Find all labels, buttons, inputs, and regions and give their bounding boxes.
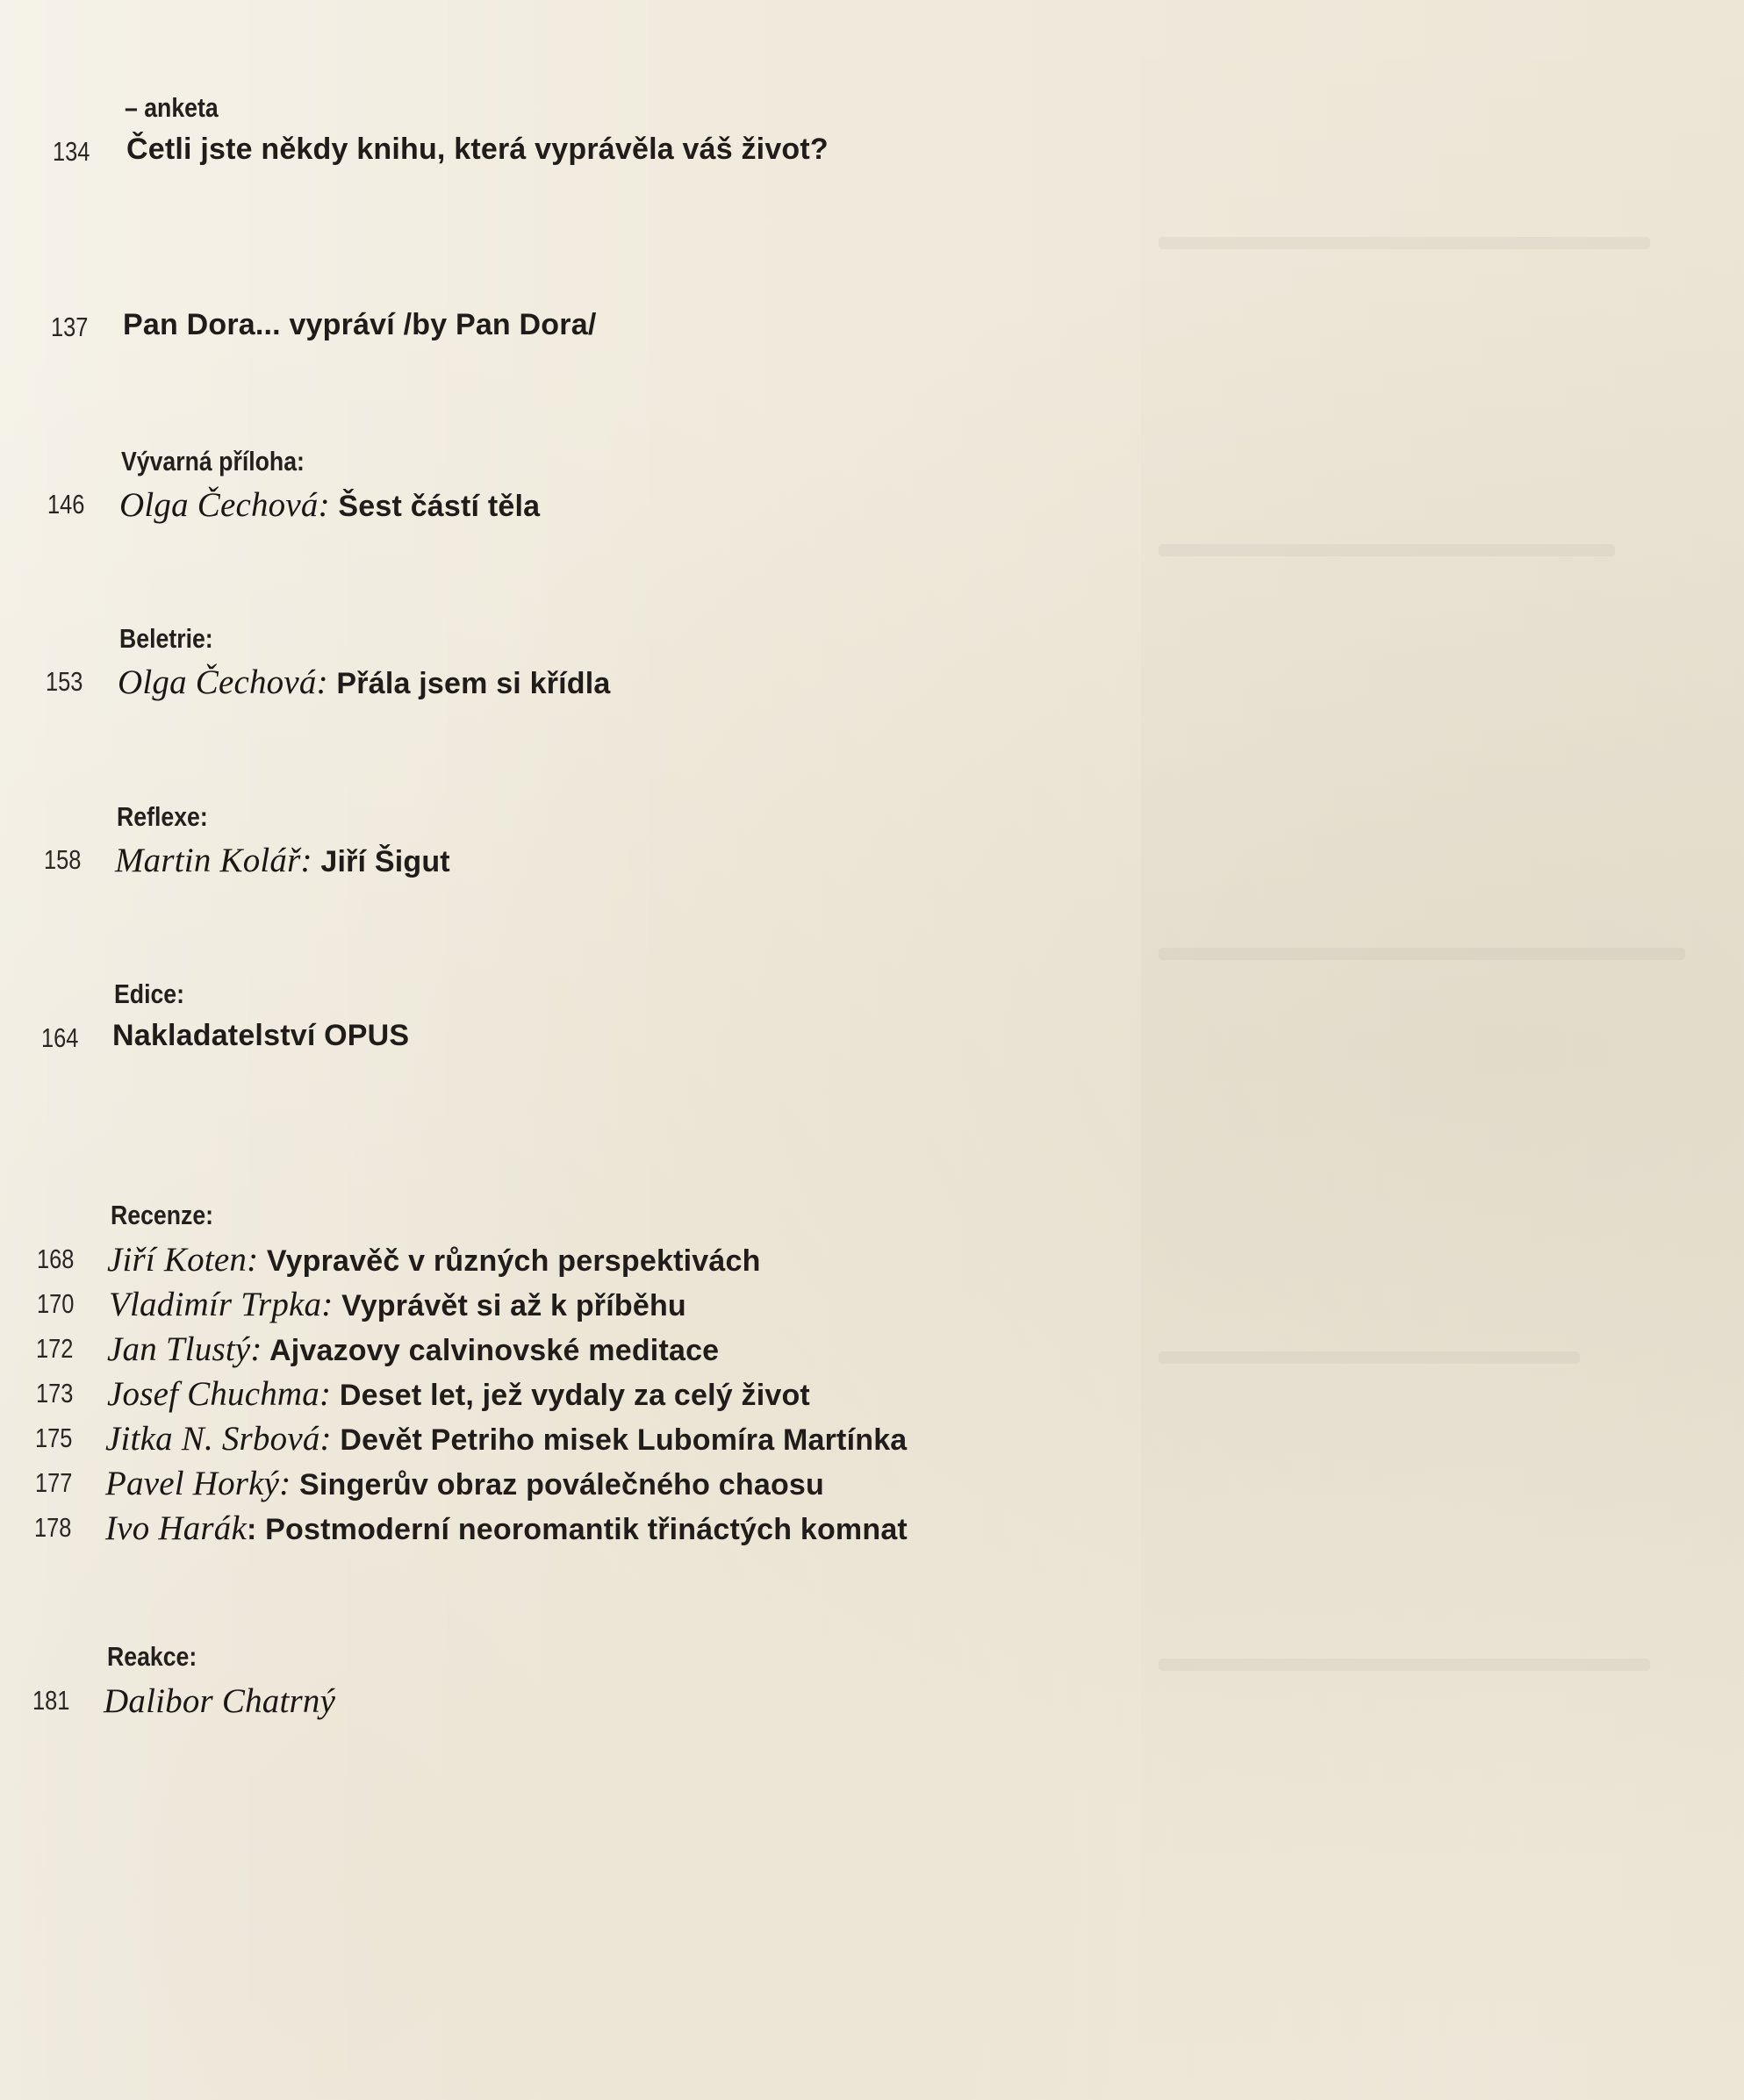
entry-author: Josef Chuchma: [107,1375,332,1413]
entry-text [107,1374,810,1414]
page-number: 172 [36,1333,74,1364]
bleed-through-line [1159,1351,1580,1364]
entry-title: Ajvazovy calvinovské meditace [262,1334,720,1367]
entry-author: Jiří Koten: [107,1241,259,1279]
entry-author: Pavel Horký: [105,1465,291,1502]
entry-title: Vyprávět si až k příběhu [333,1289,686,1322]
bleed-through-line [1159,237,1650,249]
entry-title: : Postmoderní neoromantik třináctých komnat [247,1513,908,1546]
entry-title: Přála jsem si křídla [327,667,611,700]
entry-text [105,1464,824,1503]
page-number: 173 [36,1378,74,1408]
entry-author: Olga Čechová: [118,663,328,701]
bleed-through-line [1159,544,1615,556]
entry-title: Deset let, jež vydaly za celý život [331,1379,810,1412]
section-heading-edice: Edice: [114,978,185,1009]
page-number: 170 [37,1288,75,1319]
entry-title: Vypravěč v různých perspektivách [258,1244,761,1278]
entry-author: Jitka N. Srbová: [105,1420,332,1458]
entry-author: Vladimír Trpka: [109,1286,334,1323]
entry-title: Četli jste někdy knihu, která vyprávěla váš život? [126,133,829,166]
entry-author: Jan Tlustý: [107,1330,262,1368]
section-heading-reflexe: Reflexe: [117,801,208,832]
entry-text [105,1509,908,1548]
entry-text [105,1419,907,1459]
section-heading-anketa: – anketa [125,92,219,123]
entry-text [109,1285,686,1324]
page-number: 153 [46,666,83,697]
entry-text [107,1330,719,1369]
page-number: 146 [47,489,85,520]
page-number: 137 [51,312,89,342]
page-number: 178 [34,1512,72,1543]
entry-text [107,1240,761,1279]
section-heading-beletrie: Beletrie: [119,623,213,654]
page-number: 168 [37,1244,75,1274]
page-number: 134 [53,136,90,167]
page-number: 164 [41,1022,79,1053]
entry-title: Pan Dora... vypráví /by Pan Dora/ [123,308,597,341]
entry-text [118,663,611,702]
entry-author: Olga Čechová: [119,486,330,524]
entry-title: Šest částí těla [329,490,541,523]
entry-author: Martin Kolář: [115,842,312,879]
section-heading-recenze: Recenze: [111,1200,214,1230]
entry-title: Jiří Šigut [312,845,450,878]
section-heading-reakce: Reakce: [107,1641,197,1672]
entry-title: Nakladatelství OPUS [112,1019,410,1052]
bleed-through-area [1141,0,1744,2100]
entry-text [119,485,540,525]
bleed-through-line [1159,948,1685,960]
entry-author: Ivo Harák [105,1509,247,1547]
section-heading-vyvarna-priloha: Vývarná příloha: [121,446,305,477]
entry-title: Devět Petriho misek Lubomíra Martínka [331,1423,908,1457]
entry-text [104,1681,335,1721]
page-number: 175 [35,1423,73,1453]
entry-title: Singerův obraz poválečného chaosu [291,1468,825,1502]
page-number: 177 [35,1467,73,1498]
page-number: 181 [32,1685,70,1716]
bleed-through-line [1159,1659,1650,1671]
entry-text [115,841,450,880]
page-number: 158 [44,844,82,875]
entry-author: Dalibor Chatrný [104,1682,336,1720]
